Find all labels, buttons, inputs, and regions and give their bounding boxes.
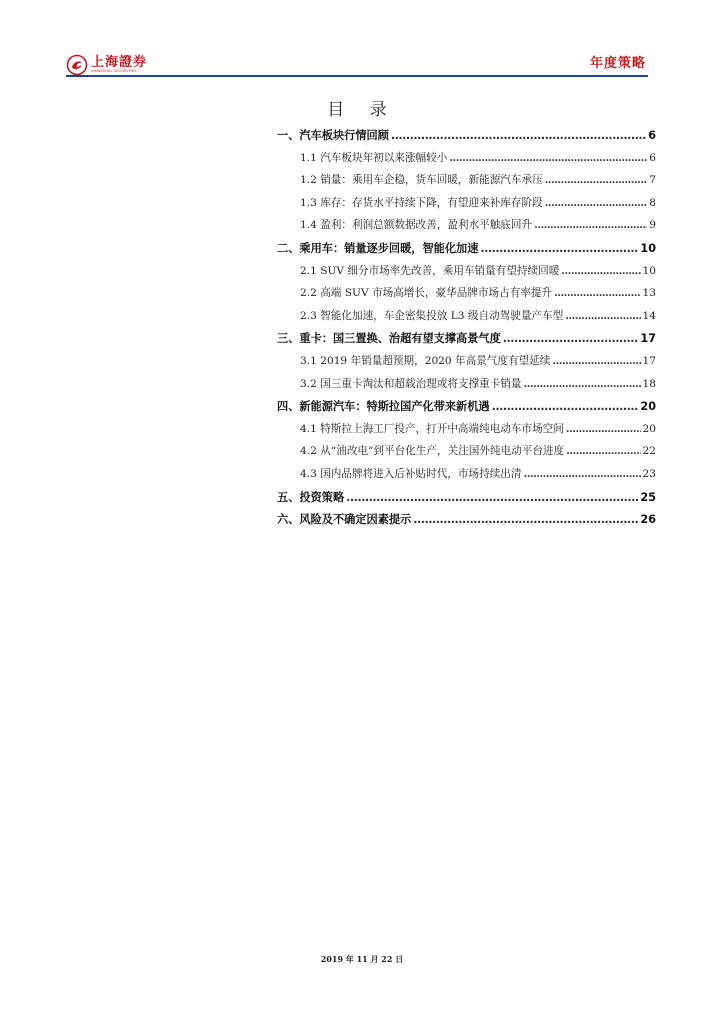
toc-entry-title: 4.1 特斯拉上海工厂投产，打开中高端纯电动车市场空间 bbox=[300, 422, 564, 435]
toc-page-number: 14 bbox=[642, 309, 656, 322]
toc-entry-title: 五、投资策略 bbox=[277, 490, 345, 504]
toc-dot-leader bbox=[561, 265, 640, 277]
toc-page-number: 20 bbox=[640, 400, 656, 414]
toc-section-entry[interactable] bbox=[277, 330, 656, 353]
toc-subsection-entry[interactable] bbox=[277, 263, 656, 286]
toc-subsection-entry[interactable] bbox=[277, 421, 656, 444]
logo-english-name: SHANGHAI SECURITIES bbox=[91, 69, 137, 74]
toc-dot-leader bbox=[480, 242, 638, 255]
toc-dot-leader bbox=[391, 129, 646, 142]
toc-dot-leader bbox=[503, 332, 639, 345]
toc-page-number: 22 bbox=[642, 445, 656, 458]
toc-subsection-entry[interactable] bbox=[277, 195, 656, 218]
toc-page-number: 7 bbox=[649, 174, 656, 187]
header-divider bbox=[66, 75, 648, 77]
toc-entry-title: 1.4 盈利：利润总额数据改善，盈利水平触底回升 bbox=[300, 219, 533, 232]
toc-entry-title: 1.2 销量：乘用车企稳，货车回暖，新能源汽车承压 bbox=[300, 174, 543, 187]
toc-page-number: 6 bbox=[648, 129, 656, 142]
toc-entry-title: 4.3 国内品牌将进入后补贴时代，市场持续出清 bbox=[300, 467, 522, 480]
toc-page-number: 26 bbox=[640, 513, 656, 527]
toc-section-entry[interactable] bbox=[277, 127, 656, 150]
toc-dot-leader bbox=[492, 400, 639, 413]
toc-page-number: 8 bbox=[649, 196, 656, 209]
toc-dot-leader bbox=[534, 219, 647, 231]
toc-subsection-entry[interactable] bbox=[277, 285, 656, 308]
toc-dot-leader bbox=[524, 378, 641, 390]
toc-title: 目 录 bbox=[327, 100, 397, 120]
toc-section-entry[interactable] bbox=[277, 240, 656, 263]
toc-page-number: 17 bbox=[642, 354, 656, 367]
toc-entry-title: 2.3 智能化加速，车企密集投放 L3 级自动驾驶量产车型 bbox=[300, 309, 564, 322]
toc-page-number: 10 bbox=[640, 241, 656, 255]
toc-page-number: 20 bbox=[642, 422, 656, 435]
toc-dot-leader bbox=[449, 152, 647, 164]
toc-section-entry[interactable] bbox=[277, 398, 656, 421]
toc-dot-leader bbox=[552, 355, 640, 367]
toc-subsection-entry[interactable] bbox=[277, 150, 656, 173]
toc-subsection-entry[interactable] bbox=[277, 172, 656, 195]
toc-entry-title: 3.1 2019 年销量超预期，2020 年高景气度有望延续 bbox=[300, 354, 551, 367]
toc-subsection-entry[interactable] bbox=[277, 466, 656, 489]
toc-section-entry[interactable] bbox=[277, 511, 656, 534]
toc-page-number: 25 bbox=[640, 490, 656, 504]
toc-entry-title: 六、风险及不确定因素提示 bbox=[277, 513, 412, 527]
toc-entry-title: 1.3 库存：存货水平持续下降，有望迎来补库存阶段 bbox=[300, 196, 543, 209]
toc-page-number: 18 bbox=[642, 377, 656, 390]
toc-subsection-entry[interactable] bbox=[277, 376, 656, 399]
shanghai-securities-logo-icon bbox=[66, 54, 88, 76]
toc-dot-leader bbox=[346, 491, 638, 504]
company-logo bbox=[66, 53, 147, 77]
table-of-contents bbox=[277, 127, 656, 534]
report-date: 2019 年 11 月 22 日 bbox=[320, 954, 404, 964]
toc-dot-leader bbox=[565, 310, 640, 322]
toc-page-number: 23 bbox=[642, 467, 656, 480]
toc-entry-title: 1.1 汽车板块年初以来涨幅较小 bbox=[300, 151, 448, 164]
toc-entry-title: 4.2 从“油改电”到平台化生产，关注国外纯电动平台进度 bbox=[300, 445, 565, 458]
toc-subsection-entry[interactable] bbox=[277, 443, 656, 466]
toc-entry-title: 3.2 国三重卡淘汰和超载治理或将支撑重卡销量 bbox=[300, 377, 522, 390]
report-type-label: 年度策略 bbox=[589, 56, 646, 71]
toc-entry-title: 三、重卡：国三置换、治超有望支撑高景气度 bbox=[277, 332, 501, 346]
toc-page-number: 10 bbox=[642, 264, 656, 277]
toc-page-number: 13 bbox=[642, 287, 656, 300]
toc-dot-leader bbox=[566, 423, 641, 435]
toc-dot-leader bbox=[524, 468, 641, 480]
toc-subsection-entry[interactable] bbox=[277, 217, 656, 240]
toc-entry-title: 一、汽车板块行情回顾 bbox=[277, 129, 389, 142]
toc-page-number: 6 bbox=[649, 151, 656, 164]
toc-dot-leader bbox=[413, 513, 638, 526]
toc-section-entry[interactable] bbox=[277, 489, 656, 512]
toc-entry-title: 二、乘用车：销量逐步回暖，智能化加速 bbox=[277, 241, 479, 255]
toc-dot-leader bbox=[554, 287, 640, 299]
toc-page-number: 17 bbox=[640, 332, 656, 346]
toc-dot-leader bbox=[545, 174, 648, 186]
logo-chinese-name: 上海證券 bbox=[91, 55, 148, 71]
toc-entry-title: 2.1 SUV 细分市场率先改善，乘用车销量有望持续回暖 bbox=[300, 264, 560, 277]
toc-subsection-entry[interactable] bbox=[277, 353, 656, 376]
page-header bbox=[66, 47, 648, 77]
toc-page-number: 9 bbox=[649, 219, 656, 232]
toc-entry-title: 2.2 高端 SUV 市场高增长，豪华品牌市场占有率提升 bbox=[300, 287, 553, 300]
toc-dot-leader bbox=[566, 445, 640, 457]
toc-subsection-entry[interactable] bbox=[277, 308, 656, 331]
toc-dot-leader bbox=[545, 197, 648, 209]
toc-entry-title: 四、新能源汽车：特斯拉国产化带来新机遇 bbox=[277, 400, 490, 414]
